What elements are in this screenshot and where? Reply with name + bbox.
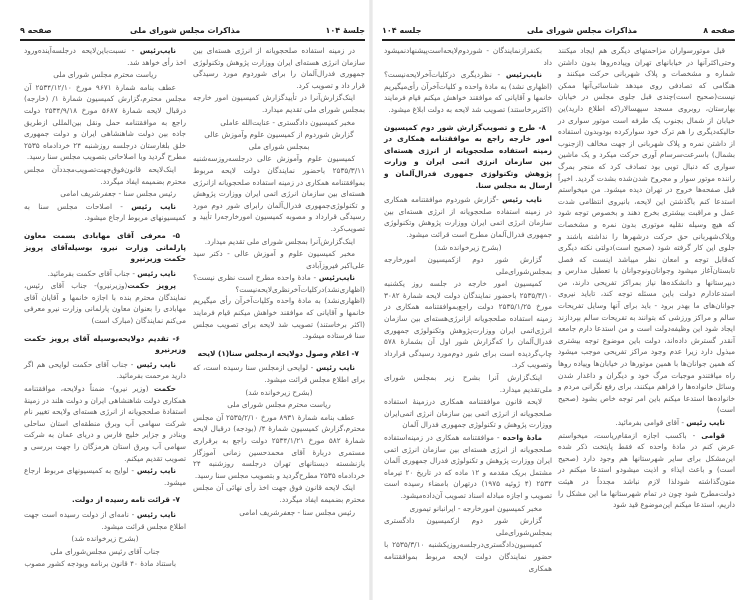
paragraph-text: (وزیرنیرو)- جناب آقای رئیس، نمایندگان محترم بنده با اجازه خانمها و آقایان آقای مهابادی را بعنوان معاون پارلمانی وزارت نیرو معرفی می‌کنم نمایندگان (مبارک است) — [24, 281, 186, 326]
paragraph — [24, 465, 186, 488]
speaker-name: پرویز حکمت — [127, 281, 176, 291]
paragraph-text: ۷- قرائت نامه رسیده از دولت. — [71, 495, 180, 505]
paragraph — [24, 509, 186, 532]
paragraph-text: ۷- اعلام وصول دولایحه ازمجلس سنا(۱) لایحه — [197, 348, 359, 358]
paragraph — [24, 383, 186, 464]
paragraph-text: کمیسیون‌دادگستری‌درجلسه‌روزیکشنبه ۲۵۳۵/۳/۱۰ با حضور نمایندگان دولت لایحه مربوط بموافقتنامه همکاری — [384, 540, 552, 573]
speaker-name: نایب رئیس — [502, 195, 542, 205]
column-left — [24, 45, 186, 571]
page-number: صفحه ۹ — [20, 26, 52, 35]
speaker-name: نایب رئیس — [315, 363, 355, 373]
paragraph — [193, 399, 365, 411]
paragraph-text: مخبر کمیسیون دادگستری - عنایت‌الله عاملی — [220, 117, 355, 127]
paragraph-text: - نامه‌ای از دولت رسیده است جهت اطلاع مجلس قرائت میشود. — [24, 509, 186, 531]
paragraph — [24, 201, 186, 224]
paragraph — [384, 242, 552, 254]
paragraph — [193, 507, 365, 519]
paragraph — [384, 69, 552, 115]
paragraph — [384, 278, 552, 371]
paragraph — [193, 153, 365, 234]
section-heading — [24, 494, 186, 506]
paragraph-text: گزارش شور دوم ازکمیسیون امورخارجه بمجلس‌شورای‌ملی — [384, 255, 552, 276]
paragraph-text: - موافقتنامه همکاری در زمینه‌استفاده صلحجویانه از انرژی هسته‌ای بین سازمان انرژی اتمی ایران ووزارت پژوهش و تکنولوژی فدرال جمهوری آلمان مشتمل بریک مقدمه و ۱۲ ماده که در تاریخ ۲۰ تیرماه ۲۵۳۴ (۴ ژوئیه ۱۹۷۵) درتهران بامضاء رسیده است تصویب و اجازه مبادله اسناد تصویب آن‌داده‌میشود. — [384, 433, 552, 500]
paragraph — [558, 45, 735, 416]
paragraph — [558, 430, 735, 511]
paragraph-text: - لوایح به کمیسیونهای مربوط ارجاع میشود. — [24, 466, 186, 487]
right-page — [372, 0, 739, 600]
paragraph-text: (بشرح زیرخوانده شد) — [71, 534, 139, 544]
paragraph — [558, 417, 735, 429]
paragraph — [384, 254, 552, 277]
paragraph-text: ۶- تقدیم دولایحه‌بوسیله آقای پرویز حکمت وزیرنیرو — [24, 333, 186, 355]
paragraph-text: ۵- معرفی آقای مهابادی بسمت معاون پارلمانی وزارت نیرو، بوسیله‌آقای پرویز حکمت وزیرنیرو — [24, 230, 186, 264]
paragraph-text: - جناب آقای حکمت بفرمائید. — [47, 268, 138, 278]
paragraph-text: مخبر کمیسیون امورخارجه - ایرانبانو تیموری — [409, 503, 542, 513]
paragraph-text: - لوایحی ازمجلس سنا رسیده است، که برای اطلاع مجلس قرائت میشود. — [193, 363, 365, 385]
column-left — [384, 45, 552, 575]
page-header — [20, 26, 365, 38]
paragraph — [384, 432, 552, 502]
paragraph — [193, 45, 365, 91]
paragraph — [24, 280, 186, 326]
paragraph — [24, 82, 186, 163]
speaker-name: نایب‌رئیس — [139, 46, 176, 55]
paragraph-text: ۸- طرح و تصویب‌گزارش شور دوم کمیسیون امور خارجه راجع به موافقتنامه همکاری در زمینه استفاده صلحجویانه از انرژی هسته‌ای بین سازمان انرژی اتمی ایران و وزارت پژوهش وتکنولوژی جمهوری فدرال‌آلمان و ارسال به مجلس سنا. — [384, 122, 552, 190]
paragraph — [384, 515, 552, 538]
paragraph-text: اینک لایحه قانون فوق جهت اخذ رأی نهائی آن مجلس محترم بضمیمه ایفاد میگردد. — [193, 483, 365, 504]
paragraph — [24, 558, 186, 570]
paragraph-text: مخبر کمیسیون علوم و آموزش عالی - دکتر سید علی‌اکبر فیروزآبادی — [193, 249, 365, 270]
paragraph — [193, 272, 365, 342]
speaker-name: نایب رئیس — [136, 359, 177, 369]
session-number: جلسه ۱۰۴ — [382, 26, 422, 35]
section-heading — [193, 348, 365, 360]
section-heading — [24, 333, 186, 356]
page-number: صفحه ۸ — [703, 26, 735, 35]
speaker-name: حکمت — [153, 384, 176, 394]
paragraph-text: باستناد مادهٔ ۴۰ قانون برنامه وبودجه کشور مصوب — [24, 559, 176, 569]
section-heading — [24, 230, 186, 265]
paragraph — [384, 194, 552, 240]
paragraph — [193, 92, 365, 115]
paragraph-text: (بشرح زیرخوانده شد) — [245, 387, 313, 397]
speaker-name: نایب‌رئیس — [505, 70, 542, 80]
paragraph — [24, 188, 186, 200]
page-header — [382, 26, 735, 38]
paragraph — [384, 45, 552, 68]
column-right — [558, 45, 735, 512]
paragraph-text: اینک‌گزارش آنرا بشرح زیر بمجلس شورای ملی‌تقدیم میدارد. — [384, 373, 552, 394]
paragraph-text: جناب آقای رئیس مجلس‌شورای ملی — [50, 546, 160, 556]
paragraph-text: رئیس مجلس سنا - جعفرشریف امامی — [60, 189, 176, 199]
header-title: مذاکرات مجلس شورای ملی — [130, 26, 241, 35]
paragraph-text: - باکسب اجازه ازمقام‌ریاست، میخواستم عرض کنم در مادهٔ واحده که فقط پایتخت ذکر شده این‌مشکل برای سایر شهرستانها هم وجود دارد (صحیح است) و باعث ایذاء و اذیت میشودو استدعا میکنم در متون‌گذاشته شودلذا لازم نباشد مجدداً در هیئت دولت‌مطرح شود چون در تمام شهرستانها ما این مشکل را داریم، استدعا میکنم این‌موضوع قید شود — [558, 430, 735, 510]
paragraph-text: گزارش شوردوم از کمیسیون علوم وآموزش عالی بمجلس شورای ملی — [204, 130, 354, 151]
paragraph-text: - مادهٔ واحده مطرح است نظری نیست؟ (اظهاری‌نشد)درکلیات‌آخرنظری‌لایحه‌نیست؟ (اظهاری‌نشد) به مادهٔ واحده وکلیات‌آخرآن رأی میگیریم خانمها و آقایانی که موافقند خواهش میکنم قیام فرمایند (اکثر برخاستند) تصویب شد لایحه برای تصویب مجلس سنا فرستاده میشود. — [193, 273, 365, 341]
paragraph — [193, 236, 365, 248]
header-rule — [20, 39, 365, 41]
session-number: جلسهٔ ۱۰۴ — [325, 26, 365, 35]
paragraph-text: اینک‌گزارش‌آنرا در تأییدگزارش کمیسیون امور خارجه بمجلس شورای ملی تقدیم میدارد. — [193, 93, 365, 114]
header-title: مذاکرات مجلس شورای ملی — [527, 26, 638, 35]
paragraph-text: - اصلاحات مجلس سنا به کمیسیونهای مربوط ارجاع میشود. — [24, 201, 186, 223]
paragraph-text: - نسبت‌باین‌لایحه درجلسه‌آینده‌ورود اخذ رأی خواهد شد. — [24, 46, 186, 67]
column-right — [193, 45, 365, 519]
paragraph — [193, 248, 365, 271]
paragraph — [24, 546, 186, 558]
paragraph — [193, 129, 365, 152]
paragraph — [384, 503, 552, 515]
paragraph-text: گزارش شور دوم ازکمیسیون دادگستری بمجلس‌شورای‌ملی — [384, 516, 552, 537]
speaker-name: نایب رئیس — [136, 466, 176, 476]
paragraph — [193, 387, 365, 399]
paragraph-text: کمیسیون علوم وآموزش عالی درجلسه‌روزسه‌شنبه ۲۵۳۵/۳/۱۱ باحضور نمایندگان دولت لایحه مربوط بموافقتنامه همکاری در زمینه استفاده صلحجویانه ازانرژی هسته‌ای بین سازمان انرژی اتمی ایران ووزارت پژوهش و تکنولوژی‌جمهوری فدرال‌آلمان رابرای شور دوم مورد رسیدگی قرارداد و مصوبه کمیسیون امورخارجه‌را تأیید و تصویب‌کرد. — [193, 154, 365, 233]
paragraph-text: اینک‌گزارش‌آنرا بمجلس شورای ملی تقدیم میدارد. — [204, 236, 355, 246]
paragraph — [193, 362, 365, 385]
section-heading — [384, 122, 552, 192]
paragraph-text: عطف بنامه شمارهٔ ۸۹۳۱ مورخ ۲۵۳۵/۲/۱۰ آن مجلس محترم،گزارش کمیسیون شمارهٔ ۴/ (بودجه) درقبال لایحه شمارهٔ ۵۸۲ مورخ ۲۵۳۴/۱/۲۱ دولت راجع به برقراری مستمری دربارهٔ آقای محمدحسین زمانی آموزگار بازنشسته دبستانهای تهران درجلسه روزشنبه ۲۴ خردادماه ۲۵۳۵ مطرح‌گردید و بتصویب مجلس سنا رسید. — [193, 412, 365, 480]
speaker-name: نایب رئیس — [137, 268, 176, 278]
paragraph — [384, 396, 552, 431]
paragraph-text: در زمینه استفاده صلحجویانه از انرژی هسته‌ای بین سازمان انرژی هسته‌ای ایران ووزارت پژوهش وتکنولوژی جمهوری فدرال‌آلمان را برای شوردوم مورد رسیدگی قرار داد و تصویب کرد. — [193, 46, 365, 90]
paragraph — [24, 359, 186, 382]
paragraph — [193, 412, 365, 482]
paragraph-text: - نظردیگری درکلیات‌آخرلایحه‌نیست؟ (اظهاری نشد) به مادهٔ واحده و کلیات‌آخرآن رأی‌میگیریم خانمها و آقایانی که موافقند خواهش میکنم قیام فرمایند (اکثربرخاستند) تصویب شد لایحه به دولت ابلاغ میشود. — [384, 70, 552, 114]
paragraph — [24, 268, 186, 280]
paragraph-text: - جناب آقای حکمت لوایحی هم اگر دارید مرحمت بفرمائید. — [24, 359, 186, 381]
paragraph — [384, 372, 552, 395]
speaker-name: نایب رئیس — [686, 418, 725, 427]
header-rule — [382, 39, 735, 41]
paragraph — [24, 164, 186, 187]
paragraph — [24, 533, 186, 545]
speaker-name: نایب رئیس — [136, 509, 177, 519]
speaker-name: قوامی — [701, 430, 725, 440]
paragraph — [384, 539, 552, 574]
paragraph-text: ریاست محترم مجلس شورای ملی — [227, 400, 331, 410]
paragraph-text: کمیسیون امور خارجه در جلسه روز یکشنبه ۲۵۳۵/۳/۱۰ باحضور نمایندگان دولت لایحه شمارهٔ ۳۰۸۲ مورخ ۲۵۳۵/۱/۲۵ دولت راجع‌بموافقتنامه همکاری در زمینه استفاده صلحجویانه ازانرژی‌هسته‌ای بین سازمان انرژی‌اتمی ایران ووزارت‌پژوهش وتکنولوژی جمهوری فدرال‌آلمان را که‌گزارش شور اول آن بشمارهٔ ۵۷۸ چاپ‌گردیده است برای شور دوم‌مورد رسیدگی قرارداد وتصویب کرد. — [384, 279, 553, 370]
paragraph-text: -گزارش شوردوم موافقتنامه همکاری در زمینه استفاده صلحجویانه از انرژی هسته‌ای بین سازمان انرژی اتمی ایران ووزارت پژوهش وتکنولوژی جمهوری فدرال‌آلمان مطرح است قرائت میشود. — [384, 195, 552, 239]
paragraph-text: بکنفرازنمایندگان - شوردوم‌لایحه‌است‌پیشنهادنمیشود داد — [384, 46, 552, 67]
paragraph-text: قبل موتورسواران مزاحمتهای دیگری هم ایجاد میکنند وحتی‌اکثرآنها در خیابانهای تهران وپیاده‌روها بدون داشتن شماره و مشخصات و پلاک شهربانی حرکت میکنند و هنگامی که تصادفی روی میدهد شناسائی‌آنها ممکن نیست(صحیح است)چندی قبل جلوی مجلس در خیابان بهارستان، روبروی مسجد سپهسالار(که اطلاع دارید)ین خیابان از شمال بجنوب یک طرفه است موتور سواری در حالیکه‌دیگری را هم ترک خود سوارکرده بود‌وبدون استفاده از داشتن نمره و پلاک شهربانی از جهت مخالف (ازجنوب بشمال) باسرعت‌سرسام آوری حرکت میکرد و یک ماشین سواری که دنبال توبی بود تصادف کرد که منجر بمرگ راننده موتور سوار و مجروح شدن‌شده بشدت گردید. اخیراً قبل صفحه‌ها خروج در تهران دیده میشود. من میخواستم استدعا کنم باگذشتن این لایحه، بانیروی انتظامی شدت عمل و مراقبت بیشتری بخرج دهند و بخصوص توجه شود که هیچ وسیله نقلیه موتوری بدون نمره و مشخصات وپلاک‌شهربانی حق حرکت درشهرها را نداشته باشند و جلوی این کار گرفته شود (صحیح است)دولتی نکته دیگری که‌قابل توجه و امعان نظر میباشد اینست که فصل تابستان‌آغاز میشود وجوانان‌ونوجوانان با تعطیل مدارس و دبیرستانها و دانشکده‌ها نیاز بمراکز تفریحی دارند، من استدعادارم دولت باین مسئله توجه کند، تاباید نیروی جوانان‌های ما بهدر برود - باید برای آنها وسایل تفریحات سالم و مراکز ورزشی که بتوانند به تفریحات سالم بپردازند ایجاد شود این وظیفه‌دولت است و من استدعا دارم جامعه آنقدر گسترش داده‌اند، دولت باین موضوع توجه بیشتری مبذول دارد زیرا عدم وجود مراکز تفریحی موجب میشود که همین جوانان‌ها با همین موتورها در خیابان‌ها وپیاده روها راه میافتندو موجبات مرگ خود و دیگران و داغدار شدن وسائل خانواده‌ها را فراهم میکنند، برای رفع نگرانی مردم و خانواده‌ها استدعا میکنم باین امر توجه خاص بشود (صحیح است) — [558, 46, 735, 415]
paragraph-text: (بشرح زیرخوانده شد) — [434, 242, 502, 252]
paragraph — [24, 69, 186, 81]
paragraph-text: - آقای قوامی بفرمائید. — [615, 418, 687, 427]
speaker-name: نایب رئیس — [131, 201, 177, 211]
paragraph — [193, 117, 365, 129]
paragraph-text: رئیس مجلس سنا - جعفرشریف امامی — [239, 507, 355, 517]
paragraph-text: ریاست محترم مجلس شورای ملی — [53, 70, 157, 80]
speaker-name: مادهٔ واحده — [502, 433, 543, 442]
paragraph-text: عطف بنامه شمارهٔ ۹۶۷۱ مورخ ۲۵۳۴/۱۲/۱۰ آن مجلس محترم،گزارش کمیسیون شمارهٔ ۱/ (خارجه) درقبال لایحه شمارهٔ ۵۶۸۷ مورخ ۲۵۳۴/۹/۱۸ دولت راجع به موافقتنامه حمل ونقل بین‌المللی ازطریق جاده بین دولت شاهنشاهی ایران و دولت جمهوری خلق بلغارستان درجلسه روزشنبه ۲۴ خردادماه ۲۵۳۵ مطرح گردید وبا اصلاحاتی بتصویب مجلس سنا رسید. — [24, 82, 186, 162]
paragraph-text: لایحه قانون موافقتنامه همکاری درزمینهٔ استفاده صلحجویانه از انرژی اتمی بین سازمان انرژی اتمی‌ایران ووزارت پژوهش و تکنولوژی جمهوری فدرال آلمان — [384, 397, 552, 430]
paragraph — [193, 482, 365, 505]
speaker-name: نایب‌رئیس — [318, 273, 355, 283]
paragraph-text: (وزیر نیرو)- ضمناً دولایحه، موافقتنامه همکاری دولت شاهنشاهی ایران و دولت هلند در زمینهٔ استفادهٔ صلحجویانه از انرژی هسته‌ای ولایحه تغییر نام شرکت سهامی آب وبرق منطقه‌ای استان ساحلی وبنادر و جزایر خلیج فارس و دریای عمان به شرکت سهامی آب وبرق استان هرمزگان را جهت بررسی و تصویب تقدیم میکنم. — [24, 384, 186, 463]
paragraph — [24, 45, 186, 68]
paragraph-text: اینک‌لایحه قانون‌فوق‌جهت‌تصویب‌مجددآن مجلس محترم بضمیمه ایفاد میگردد. — [24, 164, 186, 186]
